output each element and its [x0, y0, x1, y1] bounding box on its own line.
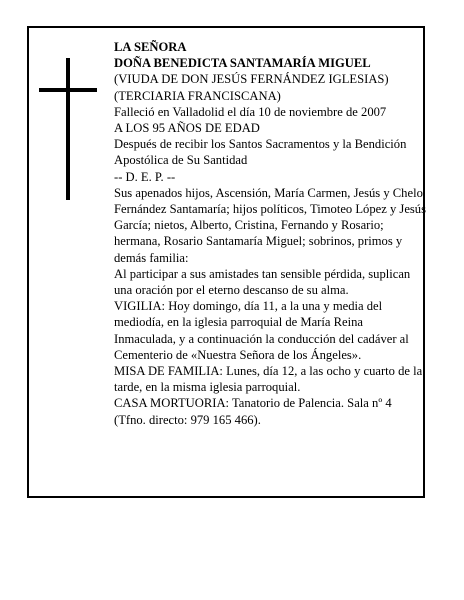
obituary-notice — [27, 26, 425, 498]
rip-text: -- D. E. P. -- — [114, 169, 176, 184]
cross-vertical-bar — [66, 58, 70, 200]
request-text: Al participar a sus amistades tan sensible pérdida, suplican una oración por el eterno descanso de su alma. — [114, 266, 411, 298]
death-line: Falleció en Valladolid el día 10 de noviembre de 2007 — [114, 104, 387, 119]
sacraments-text: Después de recibir los Santos Sacramentos y la Bendición Apostólica de Su Santidad — [114, 137, 407, 168]
funeral-home-text: CASA MORTUORIA: Tanatorio de Palencia. Sala nº 4 (Tfno. directo: 979 165 466). — [114, 396, 392, 427]
age-line: A LOS 95 AÑOS DE EDAD — [114, 121, 260, 136]
title-line-1: LA SEÑORA — [114, 40, 187, 54]
tertiary-line: (TERCIARIA FRANCISCANA) — [114, 88, 281, 103]
family-text: Sus apenados hijos, Ascensión, María Carmen, Jesús y Chelo Fernández Santamaría; hijos políticos, Timoteo López y Jesús García; nietos, Alberto, Cristina, Fernando y Rosario; hermana, Rosario Santamaría Miguel; sobrinos, primos y demás familia: — [114, 185, 427, 265]
deceased-name: DOÑA BENEDICTA SANTAMARÍA MIGUEL — [114, 56, 371, 71]
cross-horizontal-bar — [39, 88, 97, 92]
vigil-text: VIGILIA: Hoy domingo, día 11, a la una y media del mediodía, en la iglesia parroquial de María Reina Inmaculada, y a continuación la conducción del cadáver al Cementerio de «Nuestra Señora de los Ángeles». — [114, 299, 409, 362]
obituary-text — [114, 39, 426, 428]
widow-line: (VIUDA DE DON JESÚS FERNÁNDEZ IGLESIAS) — [114, 72, 389, 87]
mass-text: MISA DE FAMILIA: Lunes, día 12, a las ocho y cuarto de la tarde, en la misma iglesia parroquial. — [114, 364, 423, 395]
latin-cross-icon — [39, 58, 97, 200]
